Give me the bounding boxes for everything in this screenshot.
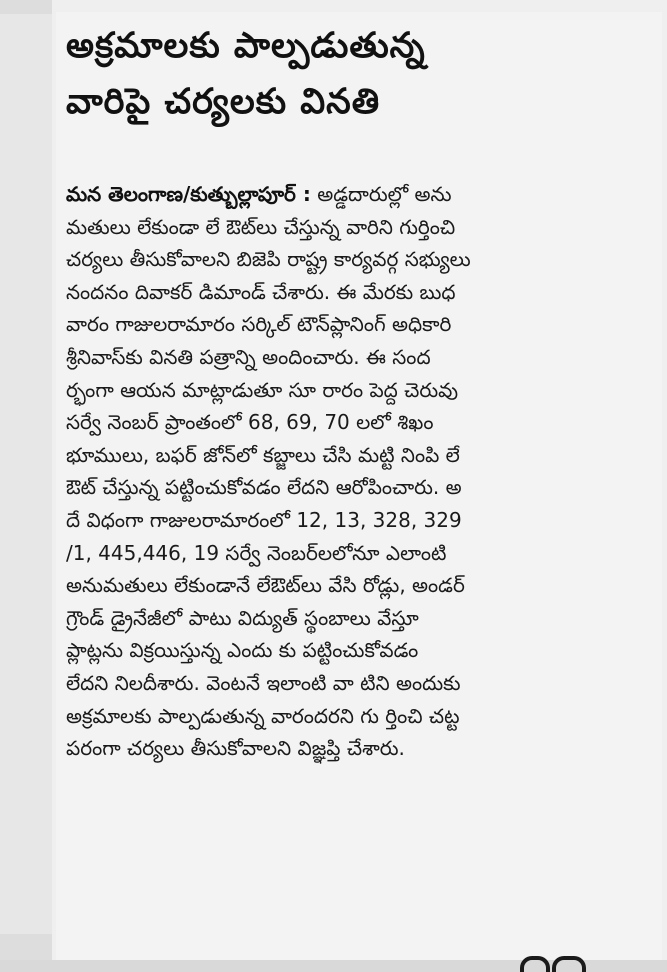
next-headline-fragment (516, 948, 596, 972)
body-line: వారం గాజులరామారం సర్కిల్ టౌన్‌ప్లానింగ్ అధికారి (66, 312, 452, 337)
glyph-fragment (520, 956, 550, 972)
body-line: అక్రమాలకు పాల్పడుతున్న వారందరని గు ర్తించి చట్ట (66, 703, 460, 728)
glyph-fragment (552, 956, 586, 972)
article-body (66, 178, 658, 765)
body-line: దే విధంగా గాజులరామారంలో 12, 13, 328, 329 (66, 507, 462, 532)
headline-line-2: వారిపై చర్యలకు వినతి (66, 82, 381, 122)
body-line: అనుమతులు లేకుండానే లేఔట్‌లు వేసి రోడ్లు, అండర్ (66, 573, 465, 598)
adjacent-column-margin (0, 0, 52, 960)
body-line: చర్యలు తీసుకోవాలని బిజెపి రాష్ట్ర కార్యవర్గ సభ్యులు (66, 247, 471, 272)
body-line: సర్వే నెంబర్ ప్రాంతంలో 68, 69, 70 లలో శిఖం (66, 410, 434, 435)
body-line: భూములు, బఫర్ జోన్‌లో కబ్జాలు చేసి మట్టి నింపి లే (66, 442, 460, 467)
body-line: గ్రౌండ్ డ్రైనేజీలో పాటు విద్యుత్ స్థంబాలు వేస్తూ (66, 605, 419, 630)
article-headline (66, 18, 656, 130)
body-line-1-text: అడ్డదారుల్లో అను (310, 182, 452, 206)
body-line: /1, 445,446, 19 సర్వే నెంబర్‌లలోనూ ఎలాంటి (66, 540, 447, 565)
body-line: మతులు లేకుండా లే ఔట్‌లు చేస్తున్న వారిని గుర్తించి (66, 214, 456, 239)
body-line: లేదని నిలదీశారు. వెంటనే ఇలాంటి వా టిని అందుకు (66, 670, 461, 695)
body-line-1 (66, 178, 658, 211)
body-line: నందనం దివాకర్ డిమాండ్ చేశారు. ఈ మేరకు బుధ (66, 279, 456, 304)
body-line: పరంగా చర్యలు తీసుకోవాలని విజ్ఞప్తి చేశారు. (66, 736, 405, 761)
dateline: మన తెలంగాణ/కుత్బుల్లాపూర్ : (66, 182, 311, 206)
page-fold-shadow (0, 14, 52, 934)
body-line: శ్రీనివాస్‌కు వినతి పత్రాన్ని అందించారు. ఈ సంద (66, 344, 431, 369)
body-line: ప్లాట్లను విక్రయిస్తున్న ఎందు కు పట్టించుకోవడం (66, 638, 419, 663)
body-line: ఔట్ చేస్తున్న పట్టించుకోవడం లేదని ఆరోపించారు. అ (66, 475, 462, 500)
news-clipping (56, 12, 662, 960)
headline-line-1: అక్రమాలకు పాల్పడుతున్న (66, 26, 426, 66)
body-line: ర్భంగా ఆయన మాట్లాడుతూ సూ రారం పెద్ద చెరువు (66, 377, 459, 402)
